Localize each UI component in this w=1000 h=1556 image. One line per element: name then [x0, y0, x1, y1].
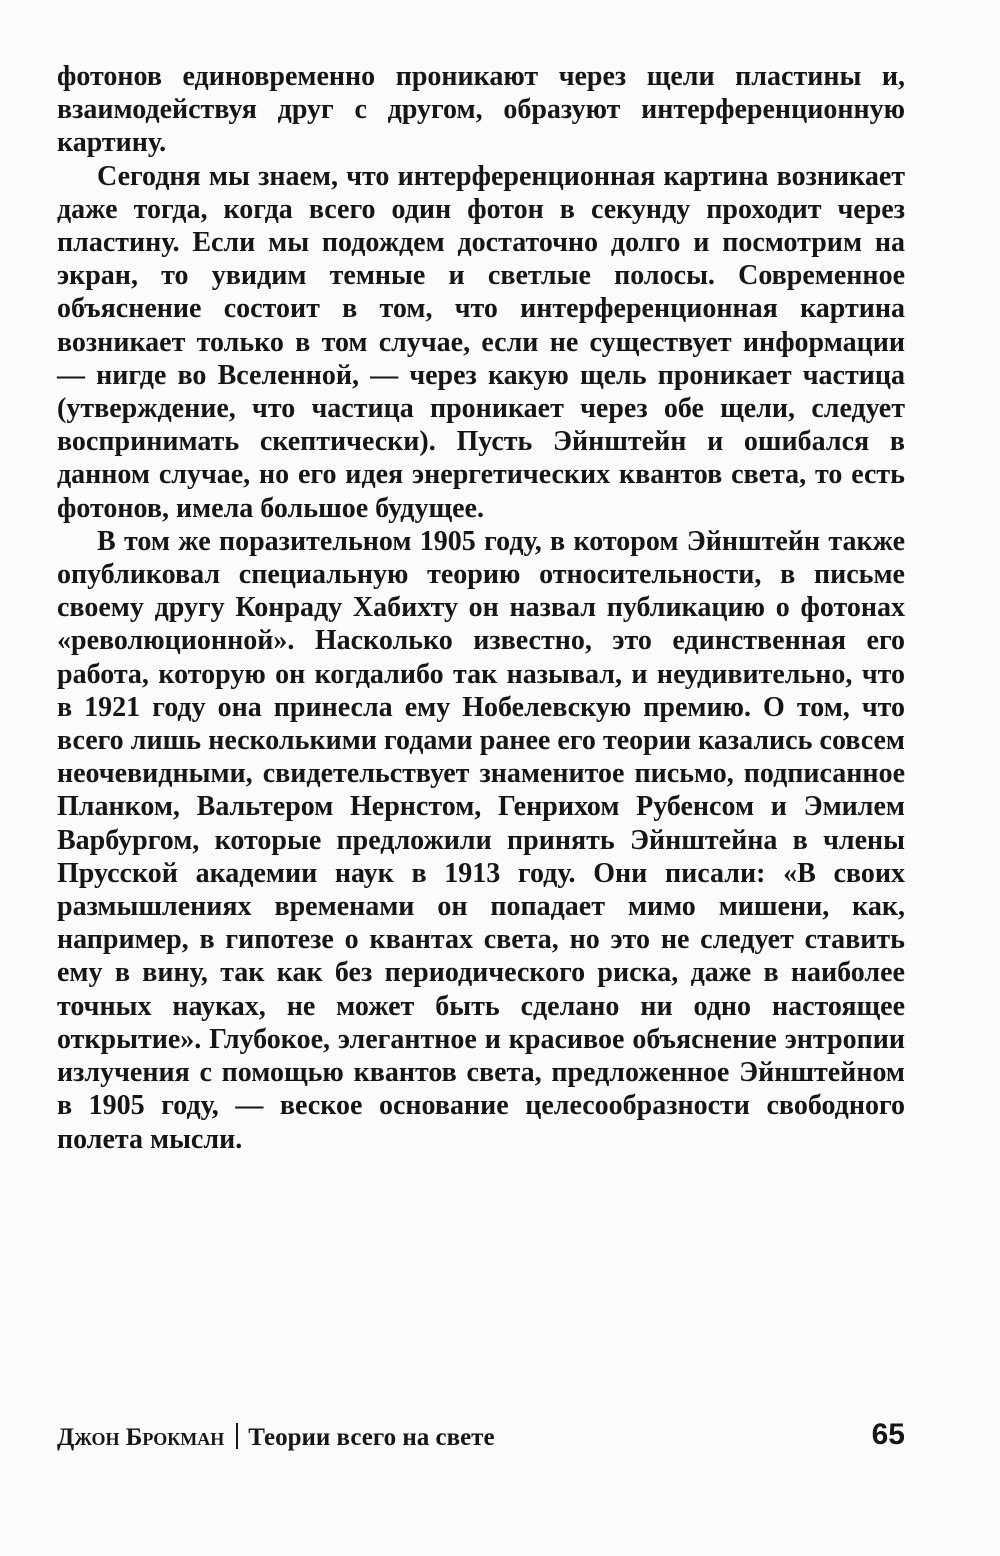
author-name: Джон Брокман [57, 1424, 225, 1451]
body-text [57, 60, 905, 1156]
page-footer [57, 1420, 905, 1456]
paragraph-2: Сегодня мы знаем, что интерференционная картина возникает даже тогда, когда всего один фотон в секунду проходит через пластину. Если мы подождем достаточно долго и посмотрим на экран, то увидим темные и светлые полосы. Современное объяснение состоит в том, что интерференционная картина возникает только в том случае, если не существует информации — нигде во Вселенной, — через какую щель проникает частица (утверждение, что частица проникает через обе щели, следует воспринимать скептически). Пусть Эйнштейн и ошибался в данном случае, но его идея энергетических квантов света, то есть фотонов, имела большое будущее. [57, 160, 905, 524]
running-head [57, 1420, 495, 1456]
page-number: 65 [871, 1418, 905, 1451]
paragraph-1: фотонов единовременно проникают через щели пластины и, взаимодействуя друг с другом, образуют интерференционную картину. [57, 61, 905, 159]
paragraph-3: В том же поразительном 1905 году, в котором Эйнштейн также опубликовал специальную теорию относительности, в письме своему другу Конраду Хабихту он назвал публикацию о фотонах «революционной». Насколько известно, это единственная его работа, которую он когдалибо так называл, и неудивительно, что в 1921 году она принесла ему Нобелевскую премию. О том, что всего лишь несколькими годами ранее его теории казались совсем неочевидными, свидетельствует знаменитое письмо, подписанное Планком, Вальтером Нернстом, Генрихом Рубенсом и Эмилем Варбургом, которые предложили принять Эйнштейна в члены Прусской академии наук в 1913 году. Они писали: «В своих размышлениях временами он попадает мимо мишени, как, например, в гипотезе о квантах света, но это не следует ставить ему в вину, так как без периодического риска, даже в наиболее точных науках, не может быть сделано ни одно настоящее открытие». Глубокое, элегантное и красивое объяснение энтропии излучения с помощью квантов света, предложенное Эйнштейном в 1905 году, — веское основание целесообразности свободного полета мысли. [57, 525, 905, 1155]
footer-divider [236, 1423, 238, 1449]
book-title: Теории всего на свете [248, 1424, 495, 1451]
